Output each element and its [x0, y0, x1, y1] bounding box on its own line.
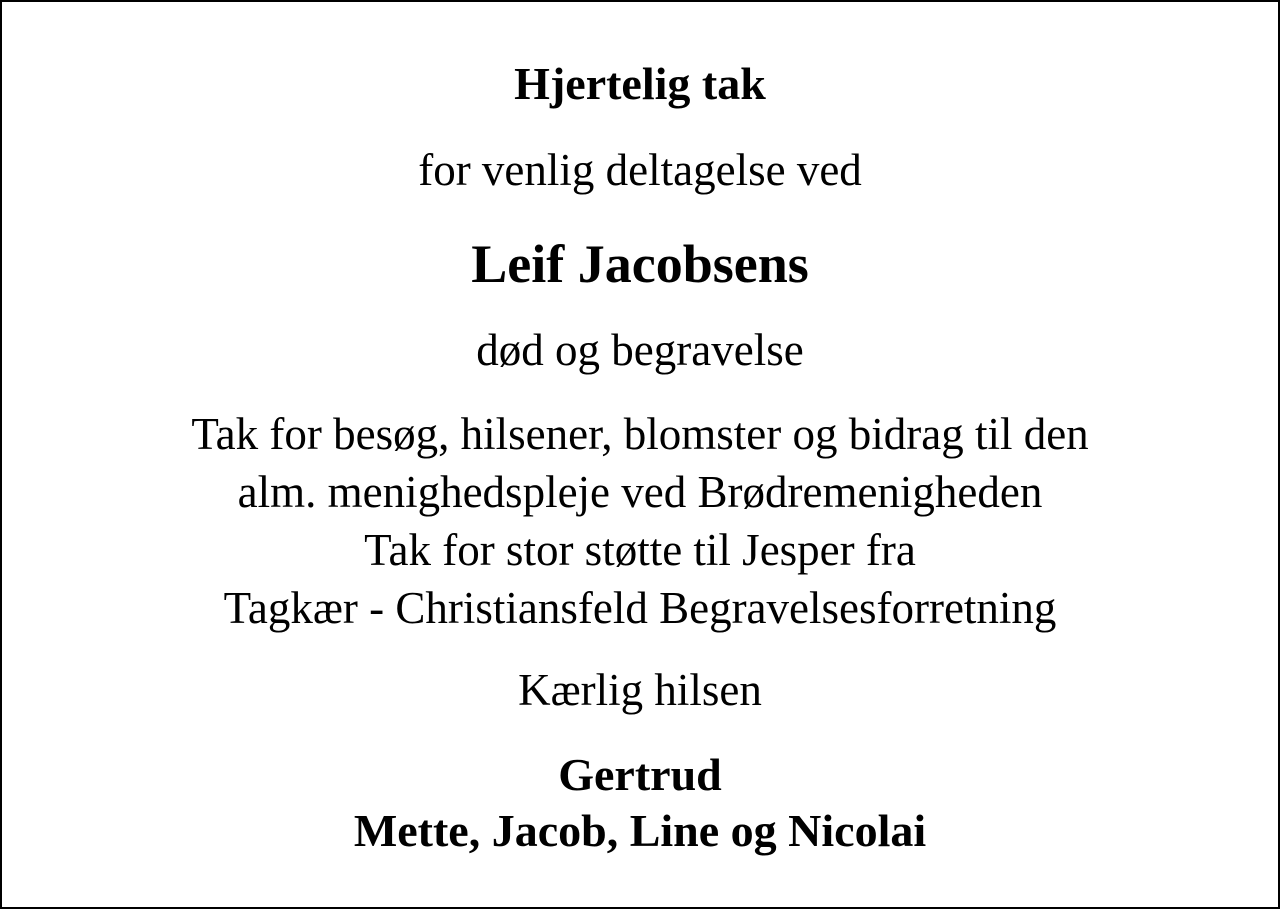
notice-heading: Hjertelig tak — [514, 58, 766, 109]
thanks-line: alm. menighedspleje ved Brødremenigheden — [237, 467, 1043, 517]
closing-greeting: Kærlig hilsen — [518, 665, 762, 715]
occasion-text: død og begravelse — [476, 325, 804, 375]
signature-block — [2, 747, 1278, 859]
thanks-line: Tak for besøg, hilsener, blomster og bidrag til den — [191, 409, 1089, 459]
deceased-name: Leif Jacobsens — [471, 234, 809, 294]
thanks-line: Tagkær - Christiansfeld Begravelsesforretning — [223, 583, 1057, 633]
notice-subheading: for venlig deltagelse ved — [418, 145, 862, 195]
signature-line: Gertrud — [558, 749, 722, 800]
signature-line: Mette, Jacob, Line og Nicolai — [353, 805, 927, 856]
thanks-line: Tak for stor støtte til Jesper fra — [364, 525, 916, 575]
thanks-message — [2, 405, 1278, 637]
